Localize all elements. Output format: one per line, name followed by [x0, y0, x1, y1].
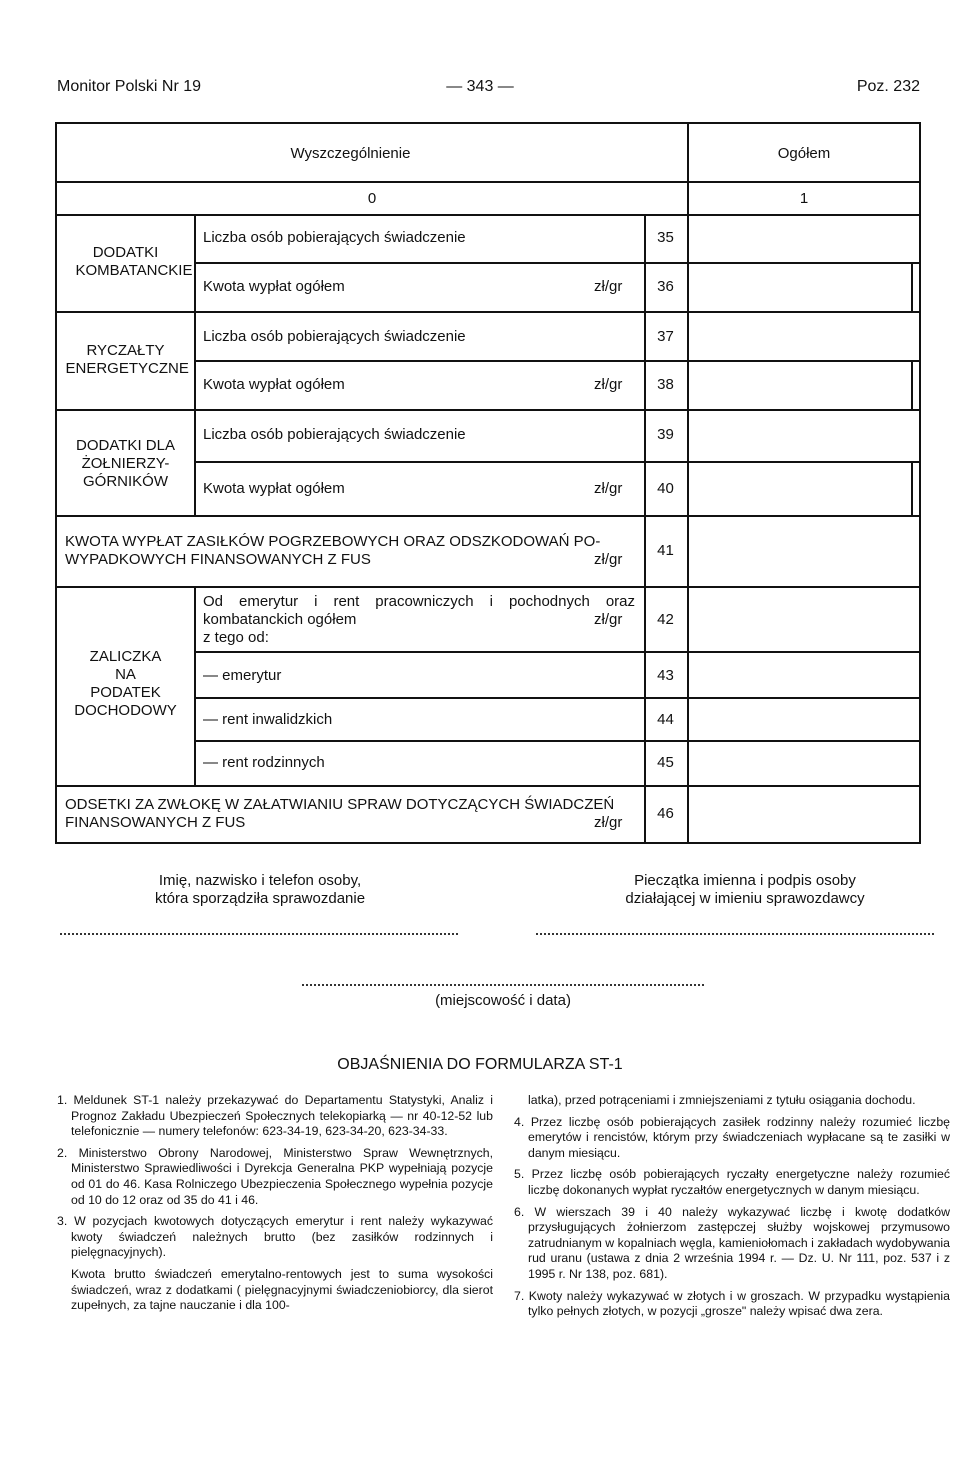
position-number: Poz. 232	[856, 78, 920, 95]
explanation-item: 6. W wierszach 39 i 40 należy wykazywać liczbę i kwotę dodatków przysługujących żołnierzom zastępczej służby wojskowej przymusowo zatrudnianym w kopalniach węgla, kamieniołomach i zakładach wydobywania rud uranu (ustawa z dnia 2 września 1994 r. — Dz. U. Nr 111, poz. 537 i z 1995 r. Nr 138, poz. 681).	[514, 1204, 950, 1281]
row-label: — rent inwalidzkich	[203, 711, 333, 728]
unit-label: zł/gr	[594, 480, 623, 497]
explanation-item: 1. Meldunek ST-1 należy przekazywać do Departamentu Statystyki, Analiz i Prognoz Zakładu Ubezpieczeń Społecznych telekopiarką — nr 40-12-52 lub telefonicznie — numery telefonów: 623-34-19, 623-34-20, 623-34-33.	[57, 1093, 493, 1139]
row-number: 45	[657, 754, 674, 771]
explanations-left-column	[57, 1093, 493, 1320]
unit-label: zł/gr	[594, 814, 623, 831]
explanation-item: 4. Przez liczbę osób pobierających zasiłek rodzinny należy rozumieć liczbę emerytów i rencistów, którym przy świadczeniach wypłacane są te zasiłki w danym miesiącu.	[514, 1114, 950, 1160]
place-date-caption: (miejscowość i data)	[435, 992, 571, 1009]
column-index-0: 0	[367, 190, 377, 207]
row-label: Kwota wypłat ogółem	[203, 278, 345, 295]
group-label-energy: RYCZAŁTY ENERGETYCZNE	[65, 342, 189, 377]
page-number: — 343 —	[446, 78, 514, 95]
explanation-item: 7. Kwoty należy wykazywać w złotych i w groszach. W przypadku wystąpienia tylko pełnych złotych, w pozycji „grosze" należy wpisać dwa zera.	[514, 1288, 950, 1319]
row-number: 43	[657, 667, 674, 684]
explanation-item: 5. Przez liczbę osób pobierających ryczałty energetyczne należy rozumieć liczbę dokonanych wypłat ryczałtów energetycznych w danym miesiącu.	[514, 1167, 950, 1197]
signatory-caption: Pieczątka imienna i podpis osoby działającej w imieniu sprawozdawcy	[625, 872, 865, 907]
row-label: Od emerytur i rent pracowniczych i pochodnych oraz	[203, 593, 635, 610]
row-label: Kwota wypłat ogółem	[203, 376, 345, 393]
column-header-total: Ogółem	[777, 145, 831, 162]
unit-label: zł/gr	[594, 376, 623, 393]
column-index-1: 1	[799, 190, 809, 207]
publication-title: Monitor Polski Nr 19	[57, 78, 202, 95]
group-label-soldier-miners: DODATKI DLA ŻOŁNIERZY- GÓRNIKÓW	[76, 437, 175, 490]
column-header-detail: Wyszczególnienie	[290, 145, 411, 162]
signatory-signature-line[interactable]	[536, 933, 934, 935]
row-label: Liczba osób pobierających świadczenie	[203, 328, 466, 345]
explanation-item: 2. Ministerstwo Obrony Narodowej, Ministerstwo Spraw Wewnętrznych, Ministerstwo Sprawiedliwości i Dyrekcja Generalna PKP wypełniają pozycje od 01 do 46. Kasa Rolniczego Ubezpieczenia Społecznego wypełnia pozycje od 10 do 12 oraz od 35 do 41 i 46.	[57, 1145, 493, 1207]
row-number: 39	[657, 426, 674, 443]
row-label: kombatanckich ogółem	[203, 611, 357, 628]
row-label: Kwota wypłat ogółem	[203, 480, 345, 497]
row-number: 38	[657, 376, 674, 393]
explanation-item: 3. W pozycjach kwotowych dotyczących emerytur i rent należy wykazywać kwoty świadczeń należnych brutto (bez zasiłków rodzinnych i pielęgnacyjnych).	[57, 1214, 493, 1260]
interest-row-line1: ODSETKI ZA ZWŁOKĘ W ZAŁATWIANIU SPRAW DOTYCZĄCYCH ŚWIADCZEŃ	[65, 796, 615, 813]
explanations-right-column	[514, 1093, 950, 1326]
row-label: — rent rodzinnych	[203, 754, 325, 771]
place-date-line[interactable]	[302, 984, 704, 986]
row-number: 46	[657, 805, 674, 822]
row-label: — emerytur	[203, 667, 282, 684]
row-number: 42	[657, 611, 674, 628]
row-number: 36	[657, 278, 674, 295]
row-number: 44	[657, 711, 674, 728]
preparer-caption: Imię, nazwisko i telefon osoby, która sporządziła sprawozdanie	[154, 872, 366, 907]
funeral-row-line1: KWOTA WYPŁAT ZASIŁKÓW POGRZEBOWYCH ORAZ ODSZKODOWAŃ PO-	[65, 533, 601, 550]
row-number: 35	[657, 229, 674, 246]
unit-label: zł/gr	[594, 278, 623, 295]
row-number: 37	[657, 328, 674, 345]
row-label: Liczba osób pobierających świadczenie	[203, 229, 466, 246]
group-label-income-tax: ZALICZKA NA PODATEK DOCHODOWY	[74, 648, 177, 719]
group-label-combatant: DODATKI KOMBATANCKIE	[75, 244, 193, 279]
explanations-title: OBJAŚNIENIA DO FORMULARZA ST-1	[337, 1056, 623, 1073]
explanation-item: Kwota brutto świadczeń emerytalno-rentowych jest to suma wysokości świadczeń, wraz z dodatkami ( pielęgnacyjnymi świadczeniobiorcy, dla sierot zupełnych, za tajne nauczanie i dla 100-	[71, 1266, 493, 1313]
row-label: Liczba osób pobierających świadczenie	[203, 426, 466, 443]
explanation-item: latka), przed potrąceniami i zmniejszeniami z tytułu osiągania dochodu.	[528, 1093, 916, 1107]
row-number: 41	[657, 542, 674, 559]
unit-label: zł/gr	[594, 551, 623, 568]
row-label: z tego od:	[203, 629, 269, 646]
row-number: 40	[657, 480, 674, 497]
funeral-row-line2: WYPADKOWYCH FINANSOWANYCH Z FUS	[65, 551, 371, 568]
unit-label: zł/gr	[594, 611, 623, 628]
interest-row-line2: FINANSOWANYCH Z FUS	[65, 814, 246, 831]
preparer-signature-line[interactable]	[60, 933, 458, 935]
